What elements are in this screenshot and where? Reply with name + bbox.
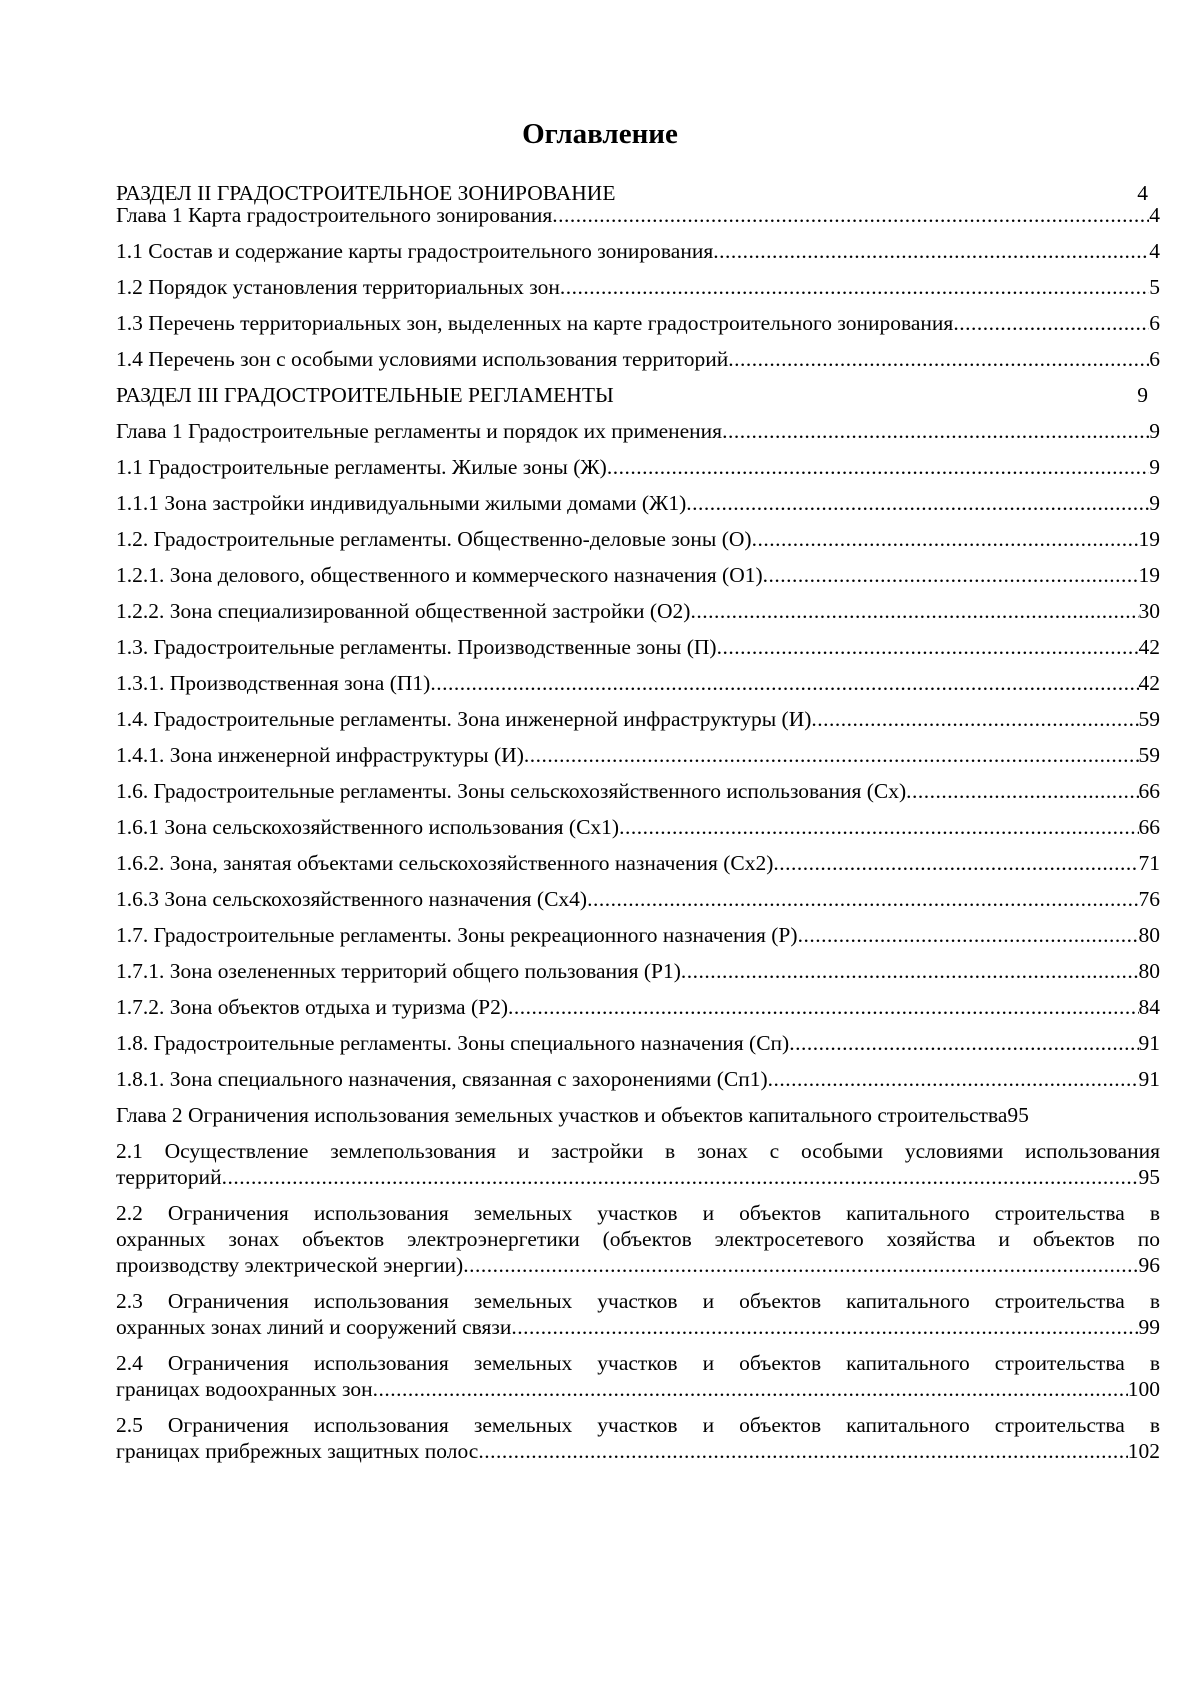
- leader-dots: [728, 346, 1149, 372]
- toc-entry[interactable]: [116, 454, 1160, 480]
- toc-entry-text: 1.1 Состав и содержание карты градостроительного зонирования: [116, 239, 714, 263]
- toc-entry[interactable]: [116, 814, 1160, 840]
- toc-entry-text: границах водоохранных зон: [116, 1377, 373, 1401]
- toc-entry[interactable]: [116, 1066, 1160, 1092]
- toc-entry-page: 95: [1138, 1165, 1160, 1189]
- toc-entry-text: 2.3 Ограничения использования земельных участков и объектов капитального строительства в: [116, 1289, 1160, 1313]
- toc-entry-text: 1.4.1. Зона инженерной инфраструктуры (И): [116, 743, 524, 767]
- leader-dots: [560, 274, 1149, 300]
- toc-entry-page: 9: [1149, 419, 1160, 443]
- leader-dots: [587, 886, 1138, 912]
- toc-entry[interactable]: [116, 526, 1160, 552]
- toc-entry[interactable]: [116, 922, 1160, 948]
- toc-entry-page: 30: [1138, 599, 1160, 623]
- toc-entry-text: РАЗДЕЛ III ГРАДОСТРОИТЕЛЬНЫЕ РЕГЛАМЕНТЫ: [116, 383, 614, 407]
- toc-entry-text: 1.1 Градостроительные регламенты. Жилые зоны (Ж): [116, 455, 607, 479]
- toc-entry-page: 42: [1138, 635, 1160, 659]
- toc-entry-page: 71: [1138, 851, 1160, 875]
- toc-entry-text: охранных зонах линий и сооружений связи: [116, 1315, 512, 1339]
- leader-dots: [430, 670, 1138, 696]
- toc-entry[interactable]: [116, 778, 1160, 804]
- toc-entry[interactable]: [116, 706, 1160, 732]
- toc-entry-page: 66: [1138, 815, 1160, 839]
- leader-dots: [953, 310, 1149, 336]
- toc-entry-page: 9: [1149, 491, 1160, 515]
- leader-dots: [789, 1030, 1138, 1056]
- leader-dots: [713, 238, 1149, 264]
- toc-entry-page: 66: [1138, 779, 1160, 803]
- toc-entry[interactable]: [116, 634, 1160, 660]
- leader-dots: [681, 958, 1139, 984]
- toc-entry-lastline: [116, 1376, 1160, 1402]
- toc-entry-text: территорий: [116, 1165, 222, 1189]
- toc-entry[interactable]: [116, 490, 1160, 516]
- toc-entry-text: 1.3.1. Производственная зона (П1): [116, 671, 431, 695]
- leader-dots: [906, 778, 1138, 804]
- leader-dots: [478, 1438, 1127, 1464]
- toc-entry[interactable]: [116, 310, 1160, 336]
- leader-dots: [222, 1164, 1139, 1190]
- toc-entry[interactable]: [116, 1412, 1160, 1464]
- toc-entry-text: 1.3. Градостроительные регламенты. Производственные зоны (П): [116, 635, 717, 659]
- toc-entry-text: 1.6.3 Зона сельскохозяйственного назначения (Сх4): [116, 887, 588, 911]
- toc-entry-page: 4: [1137, 181, 1148, 205]
- toc-entry-page: 4: [1149, 239, 1160, 263]
- toc-entry-page: 96: [1138, 1253, 1160, 1277]
- toc-entry-text: охранных зонах объектов электроэнергетики (объектов электросетевого хозяйства и объектов по: [116, 1227, 1160, 1251]
- table-of-contents: [116, 180, 1160, 1464]
- toc-entry-text: 1.2.2. Зона специализированной общественной застройки (О2): [116, 599, 691, 623]
- leader-dots: [524, 742, 1139, 768]
- toc-entry-text: 1.1.1 Зона застройки индивидуальными жилыми домами (Ж1): [116, 491, 687, 515]
- leader-dots: [752, 526, 1139, 552]
- toc-entry-page: 19: [1138, 527, 1160, 551]
- toc-entry[interactable]: [116, 274, 1160, 300]
- toc-entry[interactable]: [116, 886, 1160, 912]
- toc-entry-lastline: [116, 1252, 1160, 1278]
- toc-entry-text: 2.4 Ограничения использования земельных участков и объектов капитального строительства в: [116, 1351, 1160, 1375]
- toc-entry[interactable]: [116, 1288, 1160, 1340]
- toc-entry-page: 80: [1138, 959, 1160, 983]
- toc-entry[interactable]: [116, 1030, 1160, 1056]
- toc-entry[interactable]: [116, 238, 1160, 264]
- leader-dots: [607, 454, 1149, 480]
- toc-entry-text: РАЗДЕЛ II ГРАДОСТРОИТЕЛЬНОЕ ЗОНИРОВАНИЕ: [116, 181, 616, 205]
- leader-dots: [768, 1066, 1139, 1092]
- toc-entry-text: 2.1 Осуществление землепользования и застройки в зонах с особыми условиями использования: [116, 1139, 1160, 1163]
- toc-entry-text: 1.2 Порядок установления территориальных зон: [116, 275, 560, 299]
- toc-entry-text: 1.7.2. Зона объектов отдыха и туризма (Р2): [116, 995, 508, 1019]
- toc-entry-text: 1.4. Градостроительные регламенты. Зона инженерной инфраструктуры (И): [116, 707, 812, 731]
- toc-entry-text: 1.8. Градостроительные регламенты. Зоны специального назначения (Сп): [116, 1031, 790, 1055]
- toc-entry-page: 19: [1138, 563, 1160, 587]
- toc-entry[interactable]: [116, 562, 1160, 588]
- toc-entry-text: 2.2 Ограничения использования земельных участков и объектов капитального строительства в: [116, 1201, 1160, 1225]
- toc-entry-page: 95: [1007, 1103, 1029, 1127]
- leader-dots: [798, 922, 1139, 948]
- toc-entry-text: границах прибрежных защитных полос: [116, 1439, 479, 1463]
- leader-dots: [373, 1376, 1128, 1402]
- toc-entry-text: 1.4 Перечень зон с особыми условиями использования территорий: [116, 347, 729, 371]
- toc-entry[interactable]: [116, 1200, 1160, 1278]
- leader-dots: [686, 490, 1149, 516]
- toc-entry-page: 9: [1137, 383, 1148, 407]
- toc-entry[interactable]: [116, 418, 1160, 444]
- leader-dots: [690, 598, 1138, 624]
- leader-dots: [717, 634, 1139, 660]
- leader-dots: [511, 1314, 1138, 1340]
- leader-dots: [722, 418, 1149, 444]
- toc-entry-page: 84: [1138, 995, 1160, 1019]
- toc-entry-page: 6: [1149, 347, 1160, 371]
- toc-entry-text: 1.6.2. Зона, занятая объектами сельскохозяйственного назначения (Сх2): [116, 851, 774, 875]
- toc-entry[interactable]: [116, 1350, 1160, 1402]
- toc-entry[interactable]: [116, 346, 1160, 372]
- leader-dots: [508, 994, 1139, 1020]
- toc-entry-text: 1.7.1. Зона озелененных территорий общего пользования (Р1): [116, 959, 681, 983]
- toc-entry[interactable]: [116, 958, 1160, 984]
- toc-entry-lastline: [116, 1438, 1160, 1464]
- toc-entry-text: 1.2. Градостроительные регламенты. Общественно-деловые зоны (О): [116, 527, 752, 551]
- leader-dots: [773, 850, 1138, 876]
- leader-dots: [552, 202, 1149, 228]
- toc-entry-page: 59: [1138, 743, 1160, 767]
- toc-entry-text: 2.5 Ограничения использования земельных участков и объектов капитального строительства в: [116, 1413, 1160, 1437]
- toc-entry-page: 42: [1138, 671, 1160, 695]
- toc-entry-text: 1.8.1. Зона специального назначения, связанная с захоронениями (Сп1): [116, 1067, 768, 1091]
- toc-entry-page: 9: [1149, 455, 1160, 479]
- toc-entry-page: 100: [1127, 1377, 1160, 1401]
- toc-entry-page: 91: [1138, 1067, 1160, 1091]
- toc-entry[interactable]: [116, 1102, 1160, 1128]
- toc-entry-page: 4: [1149, 203, 1160, 227]
- toc-entry[interactable]: [116, 382, 1160, 408]
- toc-entry-text: 1.6. Градостроительные регламенты. Зоны сельскохозяйственного использования (Сх): [116, 779, 907, 803]
- leader-dots: [463, 1252, 1138, 1278]
- toc-entry-text: производству электрической энергии): [116, 1253, 464, 1277]
- toc-entry[interactable]: [116, 994, 1160, 1020]
- toc-entry[interactable]: [116, 598, 1160, 624]
- toc-entry-text: 1.3 Перечень территориальных зон, выделенных на карте градостроительного зонирования: [116, 311, 954, 335]
- leader-dots: [619, 814, 1138, 840]
- toc-entry-page: 59: [1138, 707, 1160, 731]
- toc-entry-page: 99: [1138, 1315, 1160, 1339]
- toc-entry[interactable]: [116, 202, 1160, 228]
- toc-entry-lastline: [116, 1164, 1160, 1190]
- toc-entry-page: 5: [1149, 275, 1160, 299]
- toc-entry-text: Глава 1 Градостроительные регламенты и порядок их применения: [116, 419, 723, 443]
- page-title: Оглавление: [522, 118, 678, 150]
- leader-dots: [811, 706, 1138, 732]
- toc-entry-page: 6: [1149, 311, 1160, 335]
- toc-entry-page: 102: [1127, 1439, 1160, 1463]
- toc-entry-text: Глава 2 Ограничения использования земельных участков и объектов капитального строительства: [116, 1103, 1008, 1127]
- toc-entry-page: 91: [1138, 1031, 1160, 1055]
- leader-dots: [763, 562, 1139, 588]
- toc-entry-page: 76: [1138, 887, 1160, 911]
- toc-entry[interactable]: [116, 1138, 1160, 1190]
- toc-entry-text: 1.2.1. Зона делового, общественного и коммерческого назначения (О1): [116, 563, 763, 587]
- toc-entry-lastline: [116, 1314, 1160, 1340]
- toc-entry[interactable]: [116, 850, 1160, 876]
- toc-entry-text: 1.7. Градостроительные регламенты. Зоны рекреационного назначения (Р): [116, 923, 798, 947]
- toc-entry-text: 1.6.1 Зона сельскохозяйственного использования (Сх1): [116, 815, 620, 839]
- toc-entry[interactable]: [116, 742, 1160, 768]
- toc-entry-text: Глава 1 Карта градостроительного зонирования: [116, 203, 553, 227]
- toc-entry-page: 80: [1138, 923, 1160, 947]
- toc-entry[interactable]: [116, 670, 1160, 696]
